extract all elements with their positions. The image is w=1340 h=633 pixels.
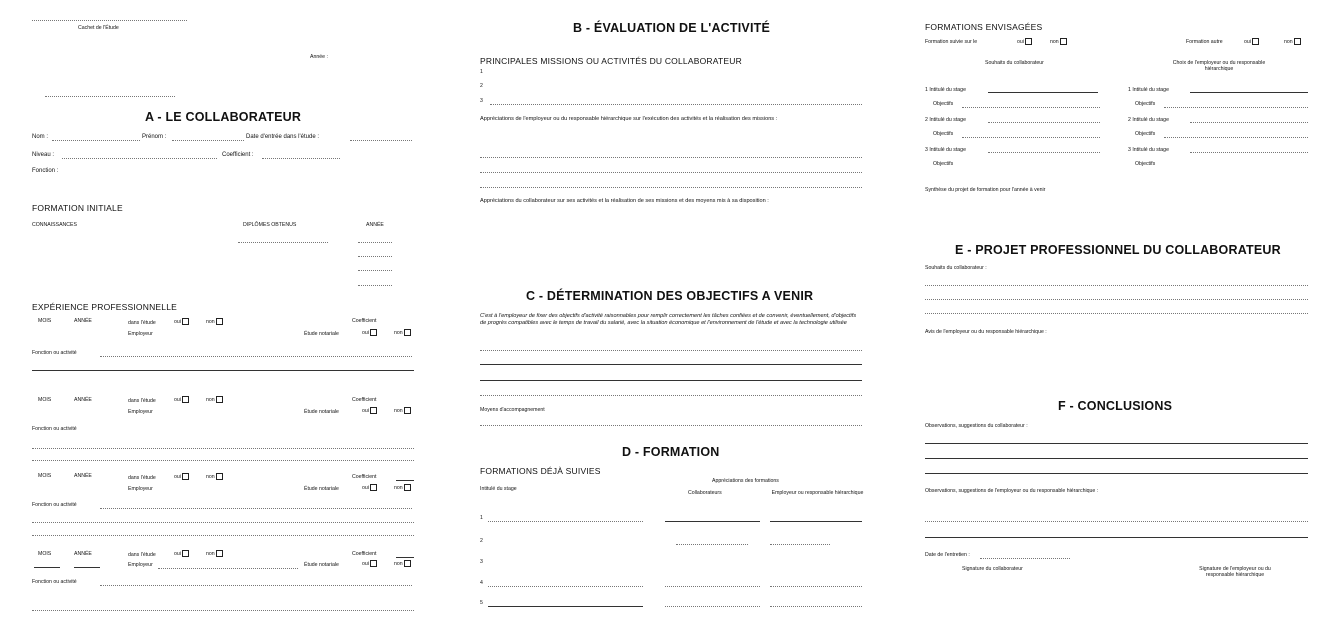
employeur-line-5[interactable] xyxy=(770,606,862,607)
fonction-line[interactable] xyxy=(100,356,412,357)
section-a-title: A - LE COLLABORATEUR xyxy=(145,110,302,124)
fonction-activite-label: Fonction ou activité xyxy=(32,502,77,508)
obs-employeur-label: Observations, suggestions de l'employeur ou du responsable hiérarchique : xyxy=(925,488,1099,494)
annee-label: Année : xyxy=(310,54,328,60)
employeur-line-1[interactable] xyxy=(770,521,862,522)
non-checkbox[interactable] xyxy=(216,550,223,557)
non-label[interactable]: non xyxy=(206,473,223,480)
coefficient-field[interactable] xyxy=(396,480,414,481)
etude-notariale-label: Étude notariale xyxy=(304,486,339,492)
souhait-stage-1: 1 Intitulé du stage xyxy=(925,87,966,93)
employeur-label: Employeur xyxy=(128,409,153,415)
choix-label: Choix de l'employeur ou du responsable hiérarchique xyxy=(1172,60,1266,72)
oui-label[interactable]: oui xyxy=(174,473,189,480)
niveau-field[interactable] xyxy=(62,158,217,159)
choix-stage-3: 3 Intitulé du stage xyxy=(1128,147,1169,153)
oui2-label[interactable]: oui xyxy=(1244,38,1259,45)
oui-checkbox[interactable] xyxy=(182,550,189,557)
oui2-checkbox[interactable] xyxy=(370,407,377,414)
objectif-line[interactable] xyxy=(480,395,862,396)
annee-small-label: ANNÉE xyxy=(74,551,92,557)
annee-small-label: ANNÉE xyxy=(74,397,92,403)
annee-small-label: ANNÉE xyxy=(74,473,92,479)
oui-checkbox[interactable] xyxy=(1025,38,1032,45)
obs-employeur-line[interactable] xyxy=(925,537,1308,538)
souhait-stage-line-3[interactable] xyxy=(988,152,1100,153)
principales-heading: PRINCIPALES MISSIONS OU ACTIVITÉS DU COLLABORATEUR xyxy=(480,56,742,66)
projet-line[interactable] xyxy=(925,313,1308,314)
choix-stage-line-3[interactable] xyxy=(1190,152,1308,153)
souhait-stage-3: 3 Intitulé du stage xyxy=(925,147,966,153)
collaborateur-col-label: Collaborateurs xyxy=(688,490,722,496)
formation-num-1: 1 xyxy=(480,515,483,521)
column-a xyxy=(0,0,440,633)
cachet-label: Cachet de l'Étude xyxy=(78,25,119,31)
appreciations-formations-label: Appréciations des formations xyxy=(712,478,779,484)
non-label[interactable]: non xyxy=(206,396,223,403)
fonction-line[interactable] xyxy=(32,522,414,523)
collab-line-1[interactable] xyxy=(665,521,760,522)
section-f-title: F - CONCLUSIONS xyxy=(1058,399,1173,413)
obs-collab-label: Observations, suggestions du collaborateur : xyxy=(925,423,1028,429)
envisagees-heading: FORMATIONS ENVISAGÉES xyxy=(925,22,1043,32)
employeur-label: Employeur xyxy=(128,486,153,492)
etude-notariale-label: Étude notariale xyxy=(304,562,339,568)
nom-label: Nom : xyxy=(32,134,49,140)
coefficient2-label: Coefficient xyxy=(352,397,377,403)
coefficient-label: Coefficient : xyxy=(222,152,254,158)
annee-field[interactable] xyxy=(74,567,100,568)
mois-label: MOIS xyxy=(38,397,52,403)
oui2-label[interactable]: oui xyxy=(362,407,377,414)
mois-label: MOIS xyxy=(38,318,52,324)
niveau-label: Niveau : xyxy=(32,152,55,158)
obs-employeur-line[interactable] xyxy=(925,521,1308,522)
fonction-label: Fonction : xyxy=(32,168,59,174)
non2-label[interactable]: non xyxy=(394,407,411,414)
moyens-label: Moyens d'accompagnement xyxy=(480,407,545,413)
non2-label[interactable]: non xyxy=(394,560,411,567)
souhait-stage-line-1[interactable] xyxy=(988,92,1098,93)
appreciation-employeur: Appréciations de l'employeur ou du responsable hiérarchique sur l'exécution des activités et la réalisation des missions : xyxy=(480,116,778,122)
collab-line-5[interactable] xyxy=(665,606,760,607)
fonction-line[interactable] xyxy=(32,448,414,449)
deja-suivies-heading: FORMATIONS DÉJÀ SUIVIES xyxy=(480,466,601,476)
top-dots xyxy=(45,96,175,97)
intitule-label: Intitulé du stage xyxy=(480,486,517,492)
projet-line[interactable] xyxy=(925,299,1308,300)
annee-small-label: ANNÉE xyxy=(74,318,92,324)
formation-num-2: 2 xyxy=(480,538,483,544)
formation-num-5: 5 xyxy=(480,600,483,606)
souhaits-label: Souhaits du collaborateur xyxy=(985,60,1044,66)
oui2-checkbox[interactable] xyxy=(370,560,377,567)
formation-line-4[interactable] xyxy=(488,586,643,587)
prenom-label: Prénom : xyxy=(142,134,167,140)
oui-label[interactable]: oui xyxy=(174,318,189,325)
column-c xyxy=(880,0,1340,633)
employeur-line-2[interactable] xyxy=(770,544,830,545)
sign-collab-label: Signature du collaborateur xyxy=(962,566,1023,572)
etude-notariale-label: Étude notariale xyxy=(304,409,339,415)
objectifs-line[interactable] xyxy=(1164,137,1308,138)
non-checkbox[interactable] xyxy=(216,318,223,325)
fonction-line[interactable] xyxy=(32,535,414,536)
fonction-line[interactable] xyxy=(100,585,412,586)
non-checkbox[interactable] xyxy=(216,396,223,403)
obs-collab-line[interactable] xyxy=(925,473,1308,474)
fonction-activite-label: Fonction ou activité xyxy=(32,350,77,356)
oui-label[interactable]: oui xyxy=(174,396,189,403)
fonction-line[interactable] xyxy=(32,460,414,461)
souhaits-collab-label: Souhaits du collaborateur : xyxy=(925,265,987,271)
obs-collab-line[interactable] xyxy=(925,443,1308,444)
oui2-label[interactable]: oui xyxy=(362,484,377,491)
experience-heading: EXPÉRIENCE PROFESSIONNELLE xyxy=(32,302,178,312)
non2-checkbox[interactable] xyxy=(404,407,411,414)
collab-line-2[interactable] xyxy=(676,544,748,545)
coefficient-field[interactable] xyxy=(262,158,340,159)
oui2-label[interactable]: oui xyxy=(362,560,377,567)
annee-line-3[interactable] xyxy=(358,270,392,271)
fonction-line[interactable] xyxy=(100,508,412,509)
column-b xyxy=(440,0,880,633)
moyens-line[interactable] xyxy=(480,425,862,426)
dans-etude-label: dans l'étude xyxy=(128,398,156,404)
choix-stage-1: 1 Intitulé du stage xyxy=(1128,87,1169,93)
formation-line-1[interactable] xyxy=(488,521,643,522)
employeur-col-label: Employeur ou responsable hiérarchique xyxy=(771,490,864,496)
annee-line-4[interactable] xyxy=(358,285,392,286)
oui-label[interactable]: oui xyxy=(1017,38,1032,45)
souhait-stage-line-2[interactable] xyxy=(988,122,1100,123)
oui2-checkbox[interactable] xyxy=(370,329,377,336)
coefficient-field[interactable] xyxy=(396,557,414,558)
form-suivie-label: Formation suivie sur le xyxy=(925,39,978,45)
projet-line[interactable] xyxy=(925,285,1308,286)
objectif-line[interactable] xyxy=(480,350,862,351)
appreciation-collaborateur: Appréciations du collaborateur sur ses activités et la réalisation de ses missions et des moyens mis à sa disposition : xyxy=(480,198,769,204)
appreciation-line[interactable] xyxy=(480,187,862,188)
objectifs-line[interactable] xyxy=(962,137,1100,138)
avis-label: Avis de l'employeur ou du responsable hiérarchique : xyxy=(925,329,1047,335)
fonction-activite-label: Fonction ou activité xyxy=(32,426,77,432)
synthese-label: Synthèse du projet de formation pour l'année à venir xyxy=(925,187,1046,193)
oui2-checkbox[interactable] xyxy=(1252,38,1259,45)
dans-etude-label: dans l'étude xyxy=(128,320,156,326)
formation-initiale-heading: FORMATION INITIALE xyxy=(32,203,123,213)
mission-num-3: 3 xyxy=(480,98,483,104)
objectifs-label: Objectifs xyxy=(933,101,954,107)
oui2-label[interactable]: oui xyxy=(362,329,377,336)
objectifs-label: Objectifs xyxy=(933,131,954,137)
non2-label[interactable]: non xyxy=(394,484,411,491)
nom-field[interactable] xyxy=(52,140,140,141)
objectifs-label: Objectifs xyxy=(1135,161,1156,167)
employeur-label: Employeur xyxy=(128,331,153,337)
prenom-field[interactable] xyxy=(172,140,244,141)
obs-collab-line[interactable] xyxy=(925,458,1308,459)
objectifs-line[interactable] xyxy=(962,107,1100,108)
souhait-stage-2: 2 Intitulé du stage xyxy=(925,117,966,123)
coefficient2-label: Coefficient xyxy=(352,318,377,324)
diplome-line[interactable] xyxy=(238,242,328,243)
objectif-line[interactable] xyxy=(480,380,862,381)
section-b-title: B - ÉVALUATION DE L'ACTIVITÉ xyxy=(573,21,770,35)
choix-stage-line-2[interactable] xyxy=(1190,122,1308,123)
section-e-title: E - PROJET PROFESSIONNEL DU COLLABORATEUR xyxy=(955,243,1281,257)
employeur-field[interactable] xyxy=(158,568,298,569)
non-label[interactable]: non xyxy=(1050,38,1067,45)
date-entretien-label: Date de l'entretien : xyxy=(925,552,970,558)
date-entretien-field[interactable] xyxy=(980,558,1070,559)
connaissances-label: CONNAISSANCES xyxy=(32,222,77,228)
dans-etude-label: dans l'étude xyxy=(128,552,156,558)
oui-checkbox[interactable] xyxy=(182,473,189,480)
section-c-title: C - DÉTERMINATION DES OBJECTIFS A VENIR xyxy=(526,289,814,303)
etude-notariale-label: Étude notariale xyxy=(304,331,339,337)
appreciation-line[interactable] xyxy=(480,157,862,158)
non2-checkbox[interactable] xyxy=(404,329,411,336)
formation-num-4: 4 xyxy=(480,580,483,586)
choix-stage-line-1[interactable] xyxy=(1190,92,1308,93)
coefficient2-label: Coefficient xyxy=(352,551,377,557)
separator-line xyxy=(32,370,414,371)
cachet-line xyxy=(32,20,187,21)
diplomes-label: DIPLÔMES OBTENUS xyxy=(243,222,297,228)
mois-field[interactable] xyxy=(34,567,60,568)
oui-checkbox[interactable] xyxy=(182,318,189,325)
formation-line-5[interactable] xyxy=(488,606,643,607)
mission-num-1: 1 xyxy=(480,69,483,75)
form-autre-label: Formation autre xyxy=(1186,39,1223,45)
coefficient2-label: Coefficient xyxy=(352,474,377,480)
objectifs-label: Objectifs xyxy=(933,161,954,167)
non2-label[interactable]: non xyxy=(394,329,411,336)
non2-label[interactable]: non xyxy=(1284,38,1301,45)
objectifs-paragraph: C'est à l'employeur de fixer des objectifs d'activité raisonnables pour remplir correctement les tâches confiées et de convenir, éventuellement, d'objectifs de progrès compatibles avec le temps de travail du salarié, avec la situation économique et l'environnement de l'étude et avec la technologie utilisée xyxy=(480,313,857,326)
section-d-title: D - FORMATION xyxy=(622,445,720,459)
date-entree-label: Date d'entrée dans l'étude : xyxy=(246,134,320,140)
appreciation-line[interactable] xyxy=(480,172,862,173)
employeur-label: Employeur xyxy=(128,562,153,568)
non2-checkbox[interactable] xyxy=(1294,38,1301,45)
choix-stage-2: 2 Intitulé du stage xyxy=(1128,117,1169,123)
mois-label: MOIS xyxy=(38,551,52,557)
non-label[interactable]: non xyxy=(206,550,223,557)
oui-checkbox[interactable] xyxy=(182,396,189,403)
non-checkbox[interactable] xyxy=(1060,38,1067,45)
objectifs-label: Objectifs xyxy=(1135,101,1156,107)
non2-checkbox[interactable] xyxy=(404,484,411,491)
mission-line-3[interactable] xyxy=(490,104,862,105)
non2-checkbox[interactable] xyxy=(404,560,411,567)
annee-col-label: ANNÉE xyxy=(366,222,384,228)
annee-line-1[interactable] xyxy=(358,242,392,243)
date-entree-field[interactable] xyxy=(350,140,412,141)
non-label[interactable]: non xyxy=(206,318,223,325)
employeur-line-4[interactable] xyxy=(770,586,862,587)
dans-etude-label: dans l'étude xyxy=(128,475,156,481)
annee-line-2[interactable] xyxy=(358,256,392,257)
fonction-activite-label: Fonction ou activité xyxy=(32,579,77,585)
objectif-line[interactable] xyxy=(480,364,862,365)
non-checkbox[interactable] xyxy=(216,473,223,480)
objectifs-line[interactable] xyxy=(1164,107,1308,108)
mois-label: MOIS xyxy=(38,473,52,479)
formation-num-3: 3 xyxy=(480,559,483,565)
collab-line-4[interactable] xyxy=(665,586,760,587)
sign-employeur-label: Signature de l'employeur ou du responsable hiérarchique xyxy=(1199,566,1271,578)
oui2-checkbox[interactable] xyxy=(370,484,377,491)
mission-num-2: 2 xyxy=(480,83,483,89)
objectifs-label: Objectifs xyxy=(1135,131,1156,137)
fonction-line[interactable] xyxy=(32,610,414,611)
oui-label[interactable]: oui xyxy=(174,550,189,557)
